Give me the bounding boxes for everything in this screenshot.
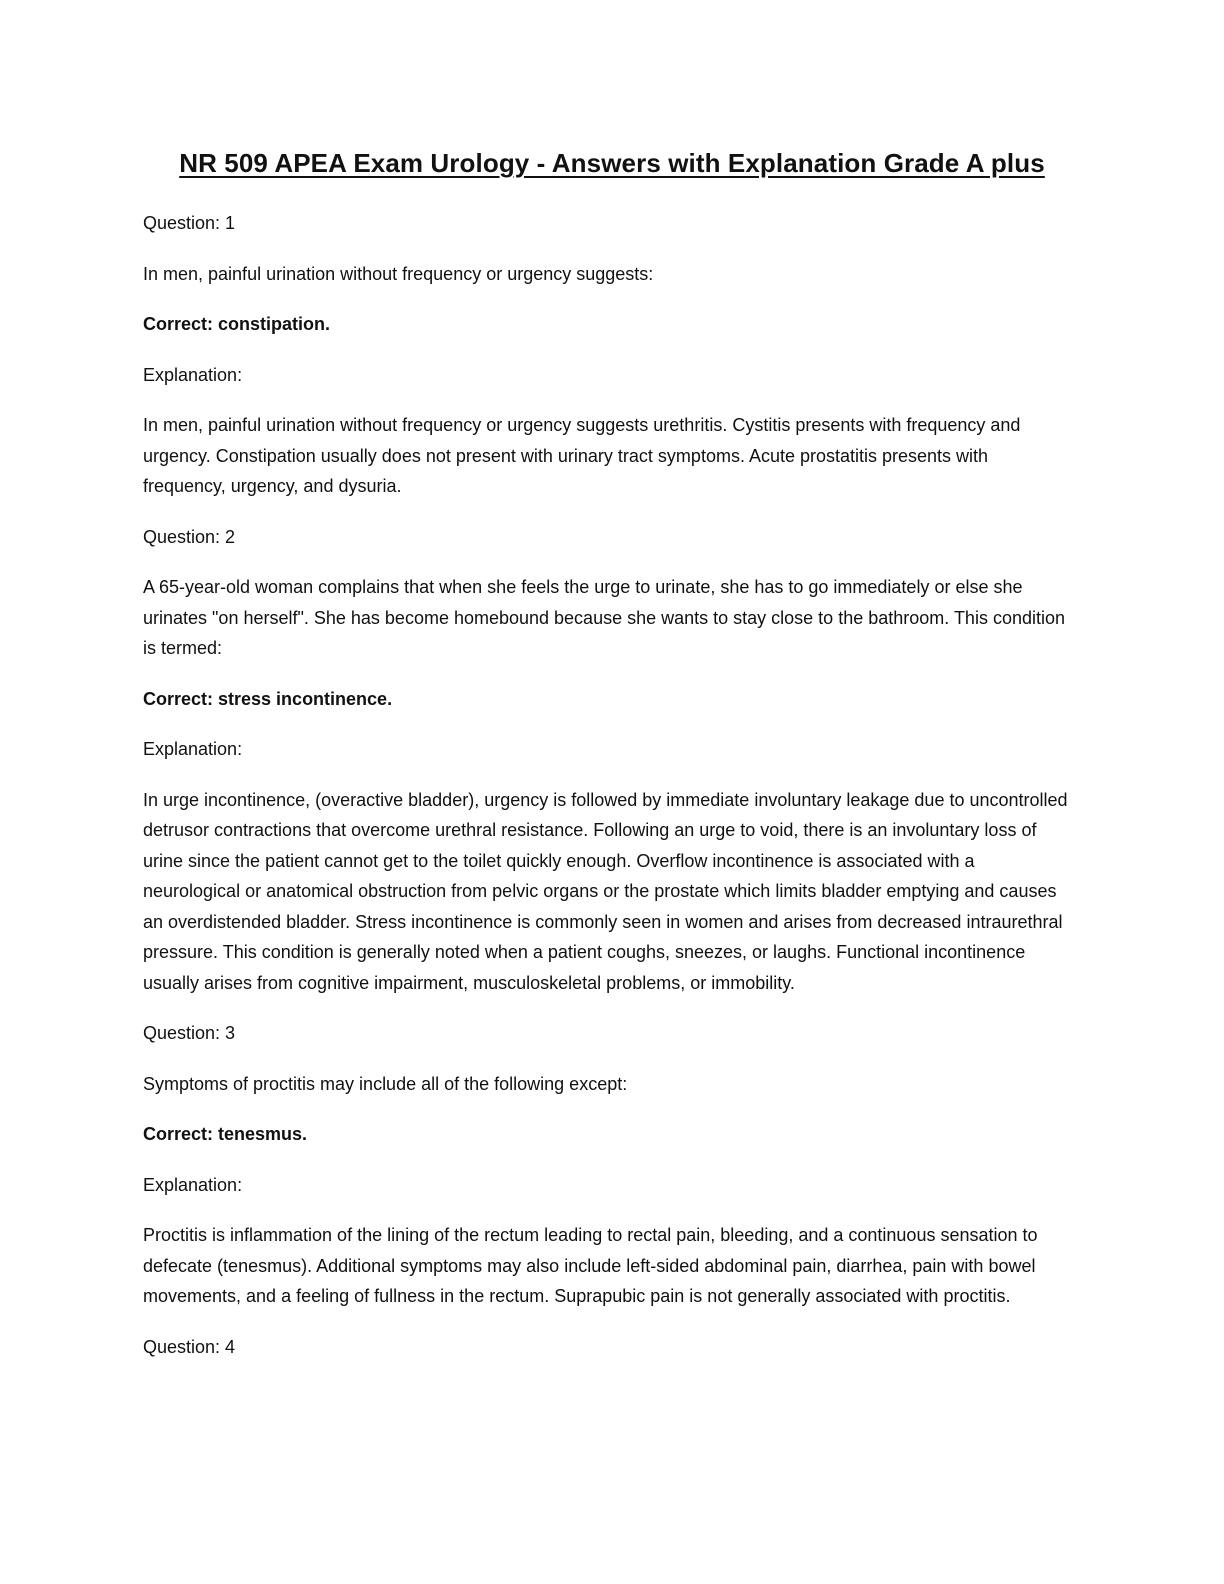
explanation-text: In urge incontinence, (overactive bladder), urgency is followed by immediate involuntary leakage due to uncontrolled detrusor contractions that overcome urethral resistance. Following an urge to void, there is an involuntary loss of urine since the patient cannot get to the toilet quickly enough. Overflow incontinence is associated with a neurological or anatomical obstruction from pelvic organs or the prostate which limits bladder emptying and causes an overdistended bladder. Stress incontinence is commonly seen in women and arises from decreased intraurethral pressure. This condition is generally noted when a patient coughs, sneezes, or laughs. Functional incontinence usually arises from cognitive impairment, musculoskeletal problems, or immobility. (143, 789, 1068, 993)
question-number: Question: 2 (143, 526, 236, 547)
explanation-text: In men, painful urination without frequency or urgency suggests urethritis. Cystitis presents with frequency and urgency. Constipation usually does not present with urinary tract symptoms. Acute prostatitis presents with frequency, urgency, and dysuria. (143, 415, 1021, 496)
question-prompt: Symptoms of proctitis may include all of the following except: (143, 1073, 628, 1094)
question-number: Question: 1 (143, 213, 236, 233)
question-prompt: In men, painful urination without frequency or urgency suggests: (143, 263, 654, 284)
question-number: Question: 3 (143, 1023, 236, 1043)
question-prompt: A 65-year-old woman complains that when she feels the urge to urinate, she has to go immediately or else she urinates "on herself". She has become homebound because she wants to stay close to the bathroom. This condition is termed: (143, 577, 1065, 658)
document-title: NR 509 APEA Exam Urology - Answers with Explanation Grade A plus (179, 148, 1045, 178)
correct-answer: Correct: constipation. (143, 314, 331, 334)
correct-answer: Correct: stress incontinence. (143, 688, 393, 709)
question-number: Question: 4 (143, 1336, 236, 1357)
document-body (143, 208, 1073, 1382)
explanation-text: Proctitis is inflammation of the lining of the rectum leading to rectal pain, bleeding, and a continuous sensation to defecate (tenesmus). Additional symptoms may also include left-sided abdominal pain, diarrhea, pain with bowel movements, and a feeling of fullness in the rectum. Suprapubic pain is not generally associated with proctitis. (143, 1225, 1038, 1306)
explanation-label: Explanation: (143, 739, 243, 759)
explanation-label: Explanation: (143, 1174, 243, 1195)
correct-answer: Correct: tenesmus. (143, 1124, 308, 1144)
explanation-label: Explanation: (143, 364, 243, 385)
